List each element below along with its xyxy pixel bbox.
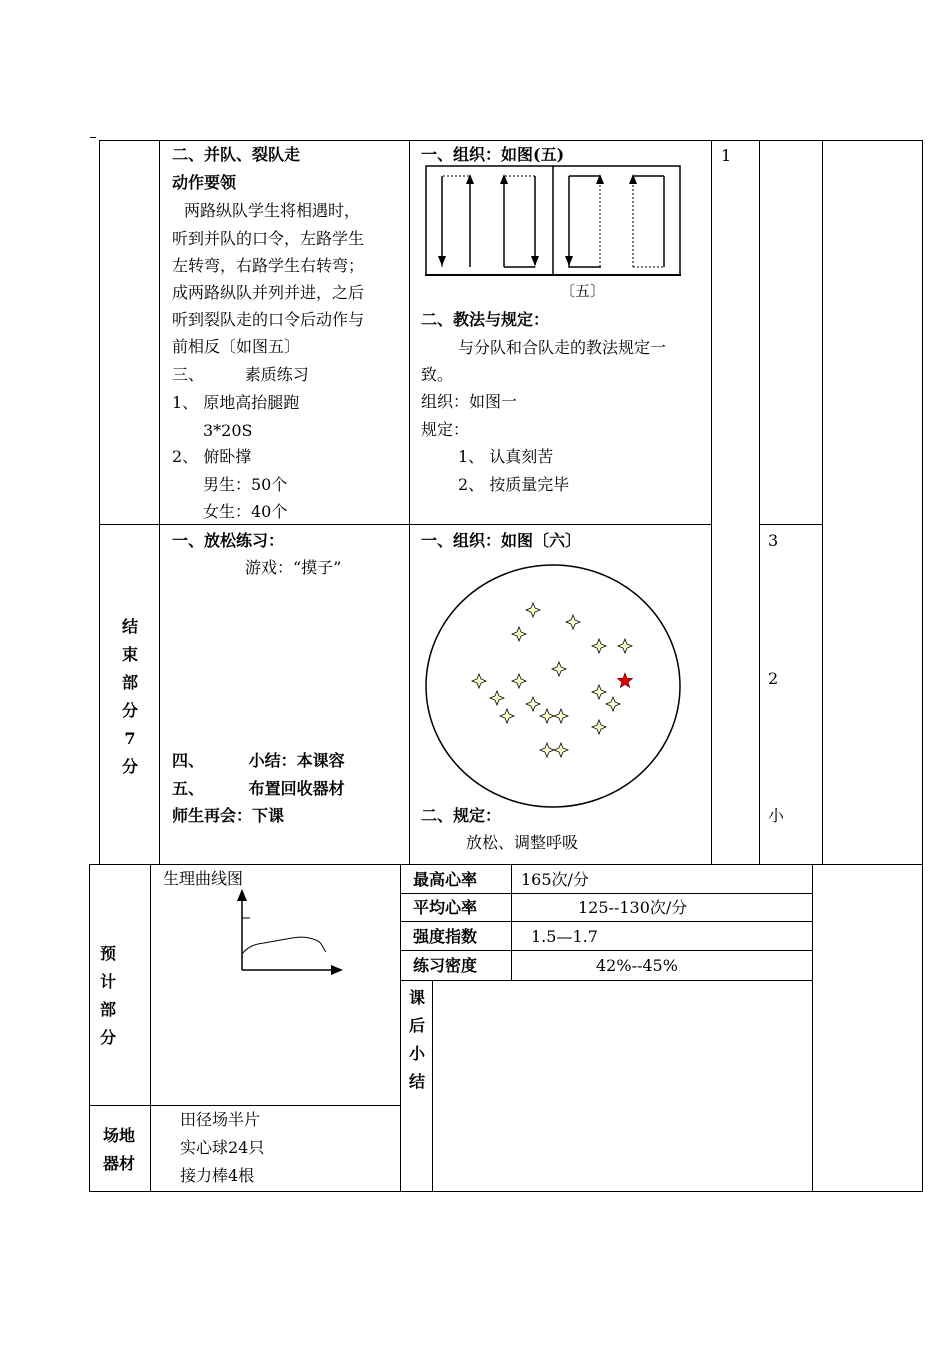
metric-label: 强度指数 — [413, 927, 478, 946]
equipment-line: 五、 布置回收器材 — [172, 779, 345, 798]
column-divider — [409, 140, 410, 864]
metric-value: 1.5—1.7 — [531, 927, 598, 946]
rule-label: 规定： — [421, 420, 470, 439]
player-marker — [554, 743, 568, 757]
org-title: 一、组织：如图〔六〕 — [421, 531, 582, 550]
label-char: 小 — [408, 1044, 425, 1063]
column-divider — [759, 140, 760, 864]
right-col-value: 小 — [768, 806, 785, 825]
label-char: 分 — [121, 757, 138, 776]
table-edge-mark — [90, 137, 96, 138]
label-char: 分 — [99, 1028, 116, 1047]
player-marker — [526, 603, 540, 617]
right-col-value: 3 — [768, 531, 779, 550]
label-char: 课 — [408, 988, 425, 1007]
relax-title: 一、放松练习： — [172, 531, 285, 550]
column-divider — [711, 140, 712, 864]
metric-value: 125--130次/分 — [578, 898, 688, 917]
label-char: 预 — [99, 944, 116, 963]
label-char: 计 — [99, 972, 116, 991]
section-label-vertical — [98, 940, 118, 1052]
row-divider — [400, 950, 812, 951]
section-label-vertical — [120, 613, 140, 781]
venue-label: 场地 — [103, 1126, 136, 1145]
exercise-detail: 男生：50个 — [203, 475, 288, 494]
rule-item: 1、 认真刻苦 — [458, 447, 554, 466]
row-divider — [89, 1105, 400, 1106]
rule-item: 2、 按质量完毕 — [458, 475, 570, 494]
player-marker — [500, 709, 514, 723]
table-top-border — [99, 140, 923, 141]
table-top-border — [89, 864, 923, 865]
player-markers — [472, 603, 633, 757]
table-left-border — [99, 140, 100, 864]
reflection-label-vertical — [407, 984, 427, 1096]
teach-text: 与分队和合队走的教法规定一 — [458, 338, 667, 357]
formation-figure-5 — [425, 165, 681, 277]
player-marker — [526, 697, 540, 711]
row-divider — [400, 893, 812, 894]
table-bottom-border — [89, 1191, 923, 1192]
row-divider — [400, 921, 812, 922]
metric-value: 42%--45% — [596, 956, 678, 975]
player-marker — [592, 639, 606, 653]
player-marker — [606, 697, 620, 711]
chaser-star-marker — [617, 673, 632, 688]
metric-label: 练习密度 — [413, 956, 478, 975]
table-right-border — [922, 140, 923, 864]
exercise-detail: 3*20S — [203, 421, 253, 440]
label-char: 7 — [124, 729, 136, 748]
player-marker — [592, 685, 606, 699]
paragraph-line: 成两路纵队并列并进，之后 — [172, 283, 365, 302]
relax-game: 游戏：“摸子” — [245, 558, 342, 577]
column-divider — [400, 864, 401, 1192]
label-char: 结 — [408, 1072, 425, 1091]
column-divider — [822, 140, 823, 864]
table-right-border — [922, 864, 923, 1192]
label-char: 结 — [121, 617, 138, 636]
metric-label: 平均心率 — [413, 898, 478, 917]
metric-value: 165次/分 — [521, 870, 589, 889]
column-divider — [812, 864, 813, 1192]
player-marker — [552, 662, 566, 676]
player-marker — [540, 743, 554, 757]
paragraph-line: 听到裂队走的口令后动作与 — [172, 310, 365, 329]
player-marker — [618, 639, 632, 653]
exercise-item: 2、 俯卧撑 — [172, 447, 252, 466]
player-marker — [554, 709, 568, 723]
formation-figure-6 — [424, 562, 684, 812]
label-char: 分 — [121, 701, 138, 720]
paragraph-line: 前相反〔如图五〕 — [172, 337, 301, 356]
summary-line: 四、 小结：本课容 — [172, 751, 345, 770]
player-marker — [472, 674, 486, 688]
label-char: 部 — [99, 1000, 116, 1019]
teach-text: 致。 — [421, 365, 454, 384]
count-value: 1 — [721, 146, 732, 165]
label-char: 部 — [121, 673, 138, 692]
venue-label: 器材 — [103, 1154, 136, 1173]
player-marker — [512, 674, 526, 688]
teach-title: 二、教法与规定： — [421, 310, 550, 329]
org-title: 一、组织：如图(五) — [421, 145, 565, 164]
right-col-value: 2 — [768, 669, 779, 688]
paragraph-line: 听到并队的口令，左路学生 — [172, 229, 365, 248]
row-divider — [99, 524, 711, 525]
figure-caption: 〔五〕 — [560, 282, 606, 300]
venue-item: 接力棒4根 — [180, 1166, 255, 1185]
rule-title: 二、规定： — [421, 806, 502, 825]
curve-label: 生理曲线图 — [163, 869, 244, 888]
column-divider — [150, 864, 151, 1192]
paragraph-line: 左转弯，右路学生右转弯； — [172, 256, 365, 275]
column-divider — [159, 140, 160, 864]
metric-label: 最高心率 — [413, 870, 478, 889]
player-marker — [566, 615, 580, 629]
section-title: 二、并队、裂队走 — [172, 145, 301, 164]
exercise-item: 1、 原地高抬腿跑 — [172, 393, 300, 412]
row-divider — [400, 980, 812, 981]
player-marker — [490, 691, 504, 705]
farewell-line: 师生再会：下课 — [172, 806, 285, 825]
section-heading: 三、 素质练习 — [172, 365, 309, 384]
exercise-detail: 女生：40个 — [203, 502, 288, 521]
label-char: 束 — [121, 645, 138, 664]
column-divider — [511, 864, 512, 980]
table-left-border — [89, 864, 90, 1192]
label-char: 后 — [408, 1016, 425, 1035]
paragraph-line: 两路纵队学生将相遇时， — [184, 201, 361, 220]
player-marker — [592, 720, 606, 734]
org-note: 组织：如图一 — [421, 392, 518, 411]
venue-item: 田径场半片 — [180, 1110, 261, 1129]
venue-item: 实心球24只 — [180, 1138, 265, 1157]
row-divider — [759, 524, 823, 525]
section-subtitle: 动作要领 — [172, 173, 237, 192]
player-marker — [512, 627, 526, 641]
player-marker — [540, 709, 554, 723]
column-divider — [432, 980, 433, 1192]
rule-text: 放松、调整呼吸 — [466, 833, 579, 852]
physiology-curve-chart — [230, 888, 350, 980]
